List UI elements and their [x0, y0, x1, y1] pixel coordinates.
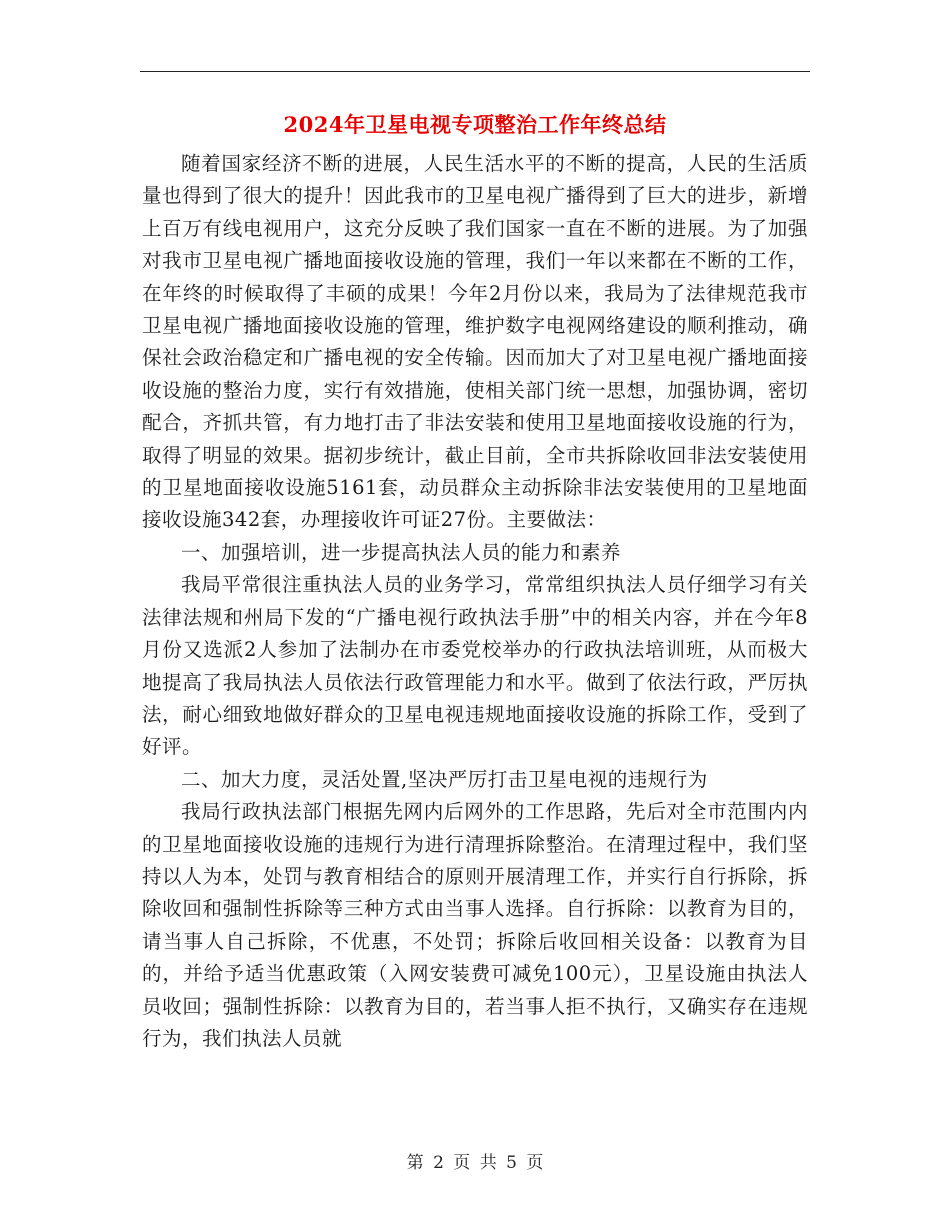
paragraph-section-1: 我局平常很注重执法人员的业务学习，常常组织执法人员仔细学习有关法律法规和州局下发的“广播电视行政执法手册”中的相关内容，并在今年8月份又选派2人参加了法制办在市委党校举办的行政执法培训班，从而极大地提高了我局执法人员依法行政管理能力和水平。做到了依法行政，严厉执法，耐心细致地做好群众的卫星电视违规地面接收设施的拆除工作，受到了好评。 [142, 573, 808, 759]
page-footer: 第 2 页 共 5 页 [406, 1153, 544, 1173]
section-heading-2: 二、加大力度，灵活处置,坚决严厉打击卫星电视的违规行为 [181, 767, 708, 791]
paragraph-intro: 随着国家经济不断的进展，人民生活水平的不断的提高，人民的生活质量也得到了很大的提升！因此我市的卫星电视广播得到了巨大的进步，新增上百万有线电视用户，这充分反映了我们国家一直在不断的进展。为了加强对我市卫星电视广播地面接收设施的管理，我们一年以来都在不断的工作，在年终的时候取得了丰硕的成果！今年2月份以来，我局为了法律规范我市卫星电视广播地面接收设施的管理，维护数字电视网络建设的顺利推动，确保社会政治稳定和广播电视的安全传输。因而加大了对卫星电视广播地面接收设施的整治力度，实行有效措施，使相关部门统一思想，加强协调，密切配合，齐抓共管，有力地打击了非法安装和使用卫星地面接收设施的行为，取得了明显的效果。据初步统计，截止目前，全市共拆除收回非法安装使用的卫星地面接收设施5161套，动员群众主动拆除非法安装使用的卫星地面接收设施342套，办理接收许可证27份。主要做法： [142, 152, 808, 532]
document-title: 2024年卫星电视专项整治工作年终总结 [283, 112, 667, 137]
document-body [142, 148, 808, 1055]
paragraph-section-2: 我局行政执法部门根据先网内后网外的工作思路，先后对全市范围内内的卫星地面接收设施的违规行为进行清理拆除整治。在清理过程中，我们坚持以人为本，处罚与教育相结合的原则开展清理工作，并实行自行拆除，拆除收回和强制性拆除等三种方式由当事人选择。自行拆除：以教育为目的，请当事人自己拆除，不优惠，不处罚；拆除后收回相关设备：以教育为目的，并给予适当优惠政策（入网安装费可减免100元），卫星设施由执法人员收回；强制性拆除：以教育为目的，若当事人拒不执行，又确实存在违规行为，我们执法人员就 [142, 800, 808, 1050]
header-rule [140, 71, 810, 72]
section-heading-1: 一、加强培训，进一步提高执法人员的能力和素养 [181, 540, 622, 564]
